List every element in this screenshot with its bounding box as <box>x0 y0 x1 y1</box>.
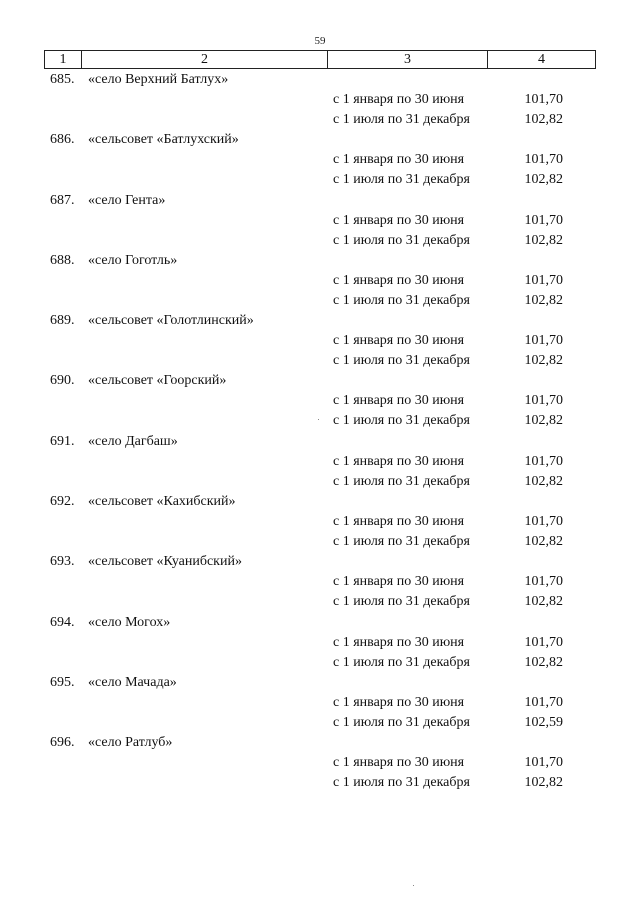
entry-name: «село Дагбаш» <box>88 433 178 449</box>
period-label: с 1 июля по 31 декабря <box>333 714 470 730</box>
period-value: 101,70 <box>524 694 563 710</box>
period-label: с 1 июля по 31 декабря <box>333 172 470 188</box>
period-row <box>0 713 640 733</box>
period-row <box>0 472 640 492</box>
period-row <box>0 331 640 351</box>
period-label: с 1 января по 30 июня <box>333 453 465 469</box>
period-row <box>0 211 640 231</box>
period-value: 101,70 <box>524 272 563 288</box>
period-label: с 1 июля по 31 декабря <box>333 534 470 550</box>
period-value: 102,82 <box>524 413 563 429</box>
period-label: с 1 января по 30 июня <box>333 574 465 590</box>
entry-name: «сельсовет «Гоорский» <box>88 373 227 389</box>
period-label: с 1 января по 30 июня <box>333 393 465 409</box>
entry-number: 692. <box>50 494 75 510</box>
entry-name: «село Ратлуб» <box>88 735 173 751</box>
period-value: 101,70 <box>524 393 563 409</box>
table-header <box>44 50 596 69</box>
period-value: 101,70 <box>524 574 563 590</box>
period-label: с 1 января по 30 июня <box>333 514 465 530</box>
entry-number: 691. <box>50 433 75 449</box>
entry-number: 696. <box>50 735 75 751</box>
entry-number: 693. <box>50 554 75 570</box>
header-col-2: 2 <box>82 51 328 68</box>
period-label: с 1 июля по 31 декабря <box>333 413 470 429</box>
period-label: с 1 января по 30 июня <box>333 755 465 771</box>
period-value: 101,70 <box>524 755 563 771</box>
period-row <box>0 351 640 371</box>
period-row <box>0 532 640 552</box>
period-label: с 1 июля по 31 декабря <box>333 112 470 127</box>
period-value: 102,82 <box>524 534 563 550</box>
entry-name: «село Гоготль» <box>88 252 178 268</box>
table-entry <box>0 432 640 492</box>
period-value: 101,70 <box>524 92 563 107</box>
period-label: с 1 января по 30 июня <box>333 634 465 650</box>
period-row <box>0 592 640 612</box>
period-row <box>0 753 640 773</box>
period-row <box>0 110 640 130</box>
period-row <box>0 653 640 673</box>
period-row <box>0 512 640 532</box>
period-value: 101,70 <box>524 212 563 228</box>
period-value: 102,59 <box>524 714 563 730</box>
period-label: с 1 июля по 31 декабря <box>333 775 470 791</box>
table-entry <box>0 613 640 673</box>
period-label: с 1 января по 30 июня <box>333 272 465 288</box>
period-value: 102,82 <box>524 292 563 308</box>
period-value: 102,82 <box>524 594 563 610</box>
header-col-3: 3 <box>328 51 488 68</box>
period-row <box>0 572 640 592</box>
entry-title-row <box>0 613 640 633</box>
period-value: 102,82 <box>524 775 563 791</box>
entry-title-row <box>0 432 640 452</box>
entry-name: «село Могох» <box>88 614 171 630</box>
period-label: с 1 января по 30 июня <box>333 333 465 349</box>
period-row <box>0 90 640 110</box>
period-value: 101,70 <box>524 634 563 650</box>
period-label: с 1 июля по 31 декабря <box>333 473 470 489</box>
entry-title-row <box>0 733 640 753</box>
entry-title-row <box>0 492 640 512</box>
period-value: 102,82 <box>524 112 563 127</box>
period-label: с 1 января по 30 июня <box>333 92 465 107</box>
entry-title-row <box>0 191 640 211</box>
period-value: 101,70 <box>524 453 563 469</box>
entry-title-row <box>0 130 640 150</box>
period-label: с 1 июля по 31 декабря <box>333 594 470 610</box>
period-label: с 1 января по 30 июня <box>333 212 465 228</box>
entry-number: 685. <box>50 72 75 87</box>
period-row <box>0 391 640 411</box>
table-entry <box>0 552 640 612</box>
period-value: 101,70 <box>524 333 563 349</box>
table-entry <box>0 492 640 552</box>
period-value: 102,82 <box>524 353 563 369</box>
period-value: 102,82 <box>524 232 563 248</box>
entry-name: «сельсовет «Батлухский» <box>88 132 239 148</box>
table-body <box>0 70 640 794</box>
table-entry <box>0 673 640 733</box>
period-value: 102,82 <box>524 473 563 489</box>
period-value: 102,82 <box>524 654 563 670</box>
period-row <box>0 170 640 190</box>
scan-speck <box>318 419 319 420</box>
period-row <box>0 452 640 472</box>
period-value: 102,82 <box>524 172 563 188</box>
table-entry <box>0 311 640 371</box>
table-entry <box>0 371 640 431</box>
period-value: 101,70 <box>524 514 563 530</box>
table-entry <box>0 251 640 311</box>
entry-name: «село Верхний Батлух» <box>88 72 229 87</box>
period-row <box>0 291 640 311</box>
entry-name: «сельсовет «Голотлинский» <box>88 313 254 329</box>
entry-number: 695. <box>50 674 75 690</box>
entry-number: 687. <box>50 192 75 208</box>
period-row <box>0 773 640 793</box>
entry-number: 686. <box>50 132 75 148</box>
header-col-1: 1 <box>45 51 82 68</box>
entry-title-row <box>0 70 640 90</box>
table-entry <box>0 70 640 130</box>
entry-number: 690. <box>50 373 75 389</box>
scan-speck <box>413 885 414 886</box>
entry-title-row <box>0 251 640 271</box>
period-row <box>0 231 640 251</box>
period-label: с 1 января по 30 июня <box>333 152 465 168</box>
period-label: с 1 июля по 31 декабря <box>333 292 470 308</box>
header-col-4: 4 <box>538 52 545 67</box>
period-label: с 1 июля по 31 декабря <box>333 353 470 369</box>
table-entry <box>0 733 640 793</box>
entry-number: 689. <box>50 313 75 329</box>
period-row <box>0 150 640 170</box>
entry-title-row <box>0 552 640 572</box>
period-row <box>0 693 640 713</box>
period-row <box>0 633 640 653</box>
entry-name: «село Гента» <box>88 192 166 208</box>
period-row <box>0 271 640 291</box>
entry-number: 688. <box>50 252 75 268</box>
period-label: с 1 января по 30 июня <box>333 694 465 710</box>
period-value: 101,70 <box>524 152 563 168</box>
entry-title-row <box>0 673 640 693</box>
entry-name: «сельсовет «Кахибский» <box>88 494 236 510</box>
table-entry <box>0 130 640 190</box>
page-number: 59 <box>314 35 326 47</box>
table-entry <box>0 191 640 251</box>
entry-name: «село Мачада» <box>88 674 177 690</box>
period-row <box>0 411 640 431</box>
entry-title-row <box>0 311 640 331</box>
entry-number: 694. <box>50 614 75 630</box>
entry-name: «сельсовет «Куанибский» <box>88 554 242 570</box>
period-label: с 1 июля по 31 декабря <box>333 232 470 248</box>
period-label: с 1 июля по 31 декабря <box>333 654 470 670</box>
entry-title-row <box>0 371 640 391</box>
